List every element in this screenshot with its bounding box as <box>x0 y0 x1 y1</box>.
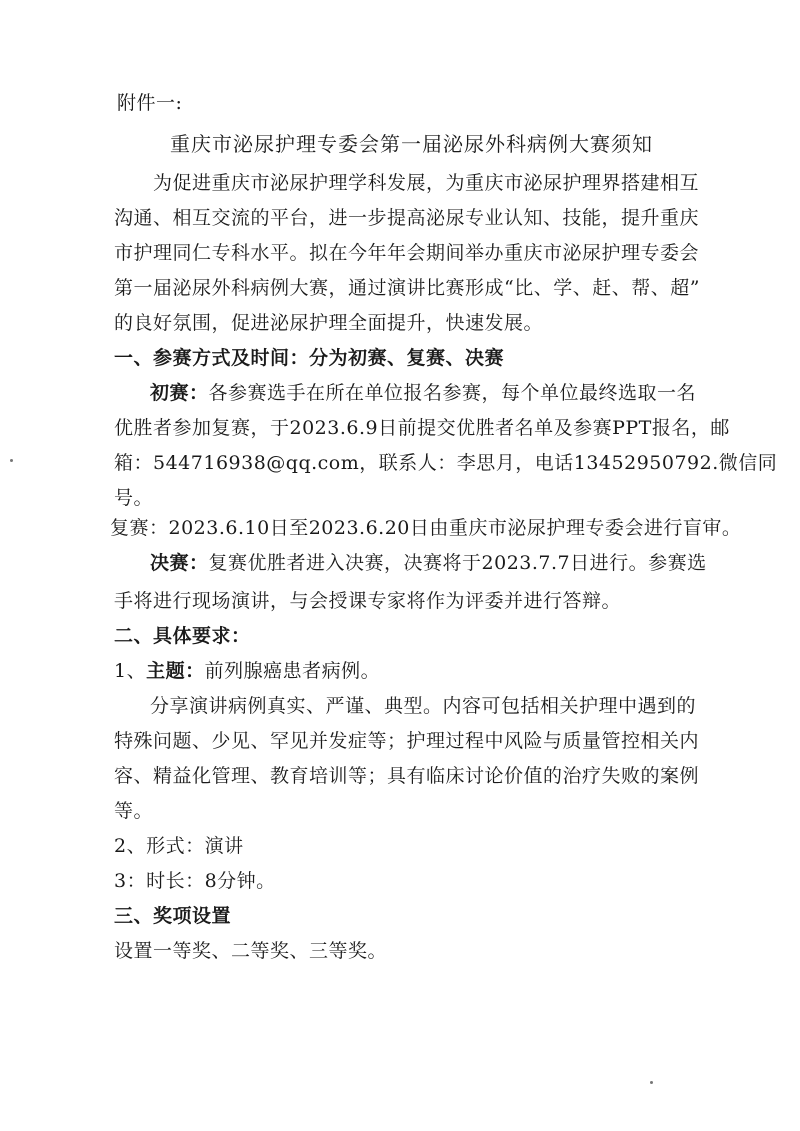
details-line-3: 容、精益化管理、教育培训等；具有临床讨论价值的治疗失败的案例 <box>114 765 700 787</box>
final-line-1 <box>150 551 707 575</box>
duration-line: 3：时长：8分钟。 <box>114 870 276 892</box>
intro-line-2: 沟通、相互交流的平台，进一步提高泌尿专业认知、技能，提升重庆 <box>114 207 700 229</box>
section-1-heading: 一、参赛方式及时间：分为初赛、复赛、决赛 <box>114 347 505 369</box>
details-line-2: 特殊问题、少见、罕见并发症等；护理过程中风险与质量管控相关内 <box>114 730 700 752</box>
attachment-label: 附件一: <box>117 92 183 114</box>
preliminary-line-2: 优胜者参加复赛，于2023.6.9日前提交优胜者名单及参赛PPT报名，邮 <box>114 417 730 439</box>
preliminary-label: 初赛： <box>150 382 209 404</box>
final-text-1: 复赛优胜者进入决赛，决赛将于2023.7.7日进行。参赛选 <box>208 552 707 574</box>
form-line: 2、形式：演讲 <box>114 835 244 857</box>
section-3-heading: 三、奖项设置 <box>114 905 232 927</box>
final-label: 决赛： <box>150 552 209 574</box>
document-title: 重庆市泌尿护理专委会第一届泌尿外科病例大赛须知 <box>170 132 653 156</box>
details-line-1: 分享演讲病例真实、严谨、典型。内容可包括相关护理中遇到的 <box>150 695 697 717</box>
theme-line <box>114 659 380 683</box>
intro-line-4: 第一届泌尿外科病例大赛，通过演讲比赛形成“比、学、赶、帮、超” <box>114 277 700 299</box>
final-line-2: 手将进行现场演讲，与会授课专家将作为评委并进行答辩。 <box>114 590 622 612</box>
theme-value: 前列腺癌患者病例。 <box>204 660 381 682</box>
scan-speck <box>650 1081 653 1084</box>
scan-speck <box>10 459 13 462</box>
preliminary-line-4: 号。 <box>114 487 154 509</box>
awards-line: 设置一等奖、二等奖、三等奖。 <box>114 940 388 962</box>
theme-prefix: 1、 <box>114 660 147 682</box>
semifinal-line: 复赛：2023.6.10日至2023.6.20日由重庆市泌尿护理专委会进行盲审。 <box>110 517 742 539</box>
intro-line-3: 市护理同仁专科水平。拟在今年年会期间举办重庆市泌尿护理专委会 <box>114 242 700 264</box>
details-line-4: 等。 <box>114 800 154 822</box>
section-2-heading: 二、具体要求： <box>114 625 251 647</box>
theme-label: 主题： <box>146 660 205 682</box>
preliminary-text-1: 各参赛选手在所在单位报名参赛，每个单位最终选取一名 <box>208 382 697 404</box>
intro-line-1: 为促进重庆市泌尿护理学科发展，为重庆市泌尿护理界搭建相互 <box>153 172 700 194</box>
preliminary-line-1 <box>150 381 696 405</box>
intro-line-5: 的良好氛围，促进泌尿护理全面提升，快速发展。 <box>114 312 544 334</box>
preliminary-line-3: 箱：544716938@qq.com，联系人：李思月，电话13452950792.微信同 <box>114 452 778 474</box>
